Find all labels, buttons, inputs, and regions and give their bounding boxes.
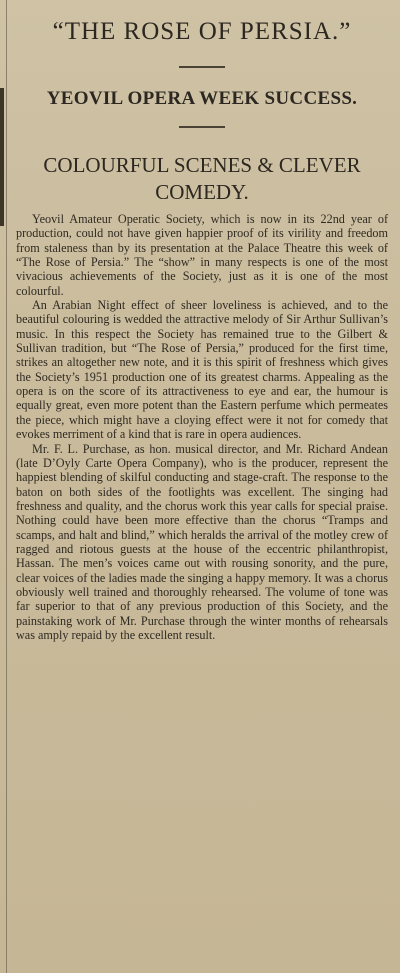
subheadline: YEOVIL OPERA WEEK SUCCESS. xyxy=(46,88,358,109)
paragraph: An Arabian Night effect of sheer loveliness is achieved, and to the beautiful colouring is wedded the attractive melody of Sir Arthur Sullivan’s music. In this respect the Society has remained true to the Gilbert & Sullivan tradition, but “The Rose of Persia,” produced for the first time, strikes an altogether new note, and it is this spirit of freshness which gives the Society’s 1951 production one of its greatest charms. Appealing as the opera is on the score of its attractiveness to eye and ear, the humour is equally great, even more potent than the Eastern perfume which permeates the piece, which might have a cloying effect were it not for comedy that evokes merriment of a kind that is rare in opera audiences. xyxy=(16,298,388,442)
column-edge-mark xyxy=(0,88,4,226)
paragraph: Yeovil Amateur Operatic Society, which is now in its 22nd year of production, could not have given happier proof of its virility and freedom from staleness than by its presentation at the Palace Theatre this week of “The Rose of Persia.” The “show” in many respects is one of the most vivacious achievements of the Society, just as it is one of the most colourful. xyxy=(16,212,388,298)
column-rule xyxy=(6,0,7,973)
article-column xyxy=(16,0,388,642)
article-body xyxy=(16,212,388,642)
deck-heading: COLOURFUL SCENES & CLEVER COMEDY. xyxy=(43,153,361,204)
headline: “THE ROSE OF PERSIA.” xyxy=(52,18,352,45)
divider-rule xyxy=(179,66,225,68)
paragraph: Mr. F. L. Purchase, as hon. musical director, and Mr. Richard Andean (late D’Oyly Carte Opera Company), who is the producer, represent the happiest blending of skilful conducting and stage-craft. The response to the baton on both sides of the footlights was excellent. The singing had freshness and quality, and the chorus work this year calls for special praise. Nothing could have been more effective than the chorus “Tramps and scamps, and halt and blind,” which heralds the arrival of the motley crew of ragged and riotous guests at the house of the eccentric philanthropist, Hassan. The men’s voices came out with rousing sonority, and the pure, clear voices of the ladies made the singing a happy memory. It was a chorus obviously well trained and thoroughly rehearsed. The volume of tone was far superior to that of any previous production of this Society, and the painstaking work of Mr. Purchase through the winter months of rehearsals was amply repaid by the excellent result. xyxy=(16,441,388,642)
divider-rule xyxy=(179,126,225,128)
